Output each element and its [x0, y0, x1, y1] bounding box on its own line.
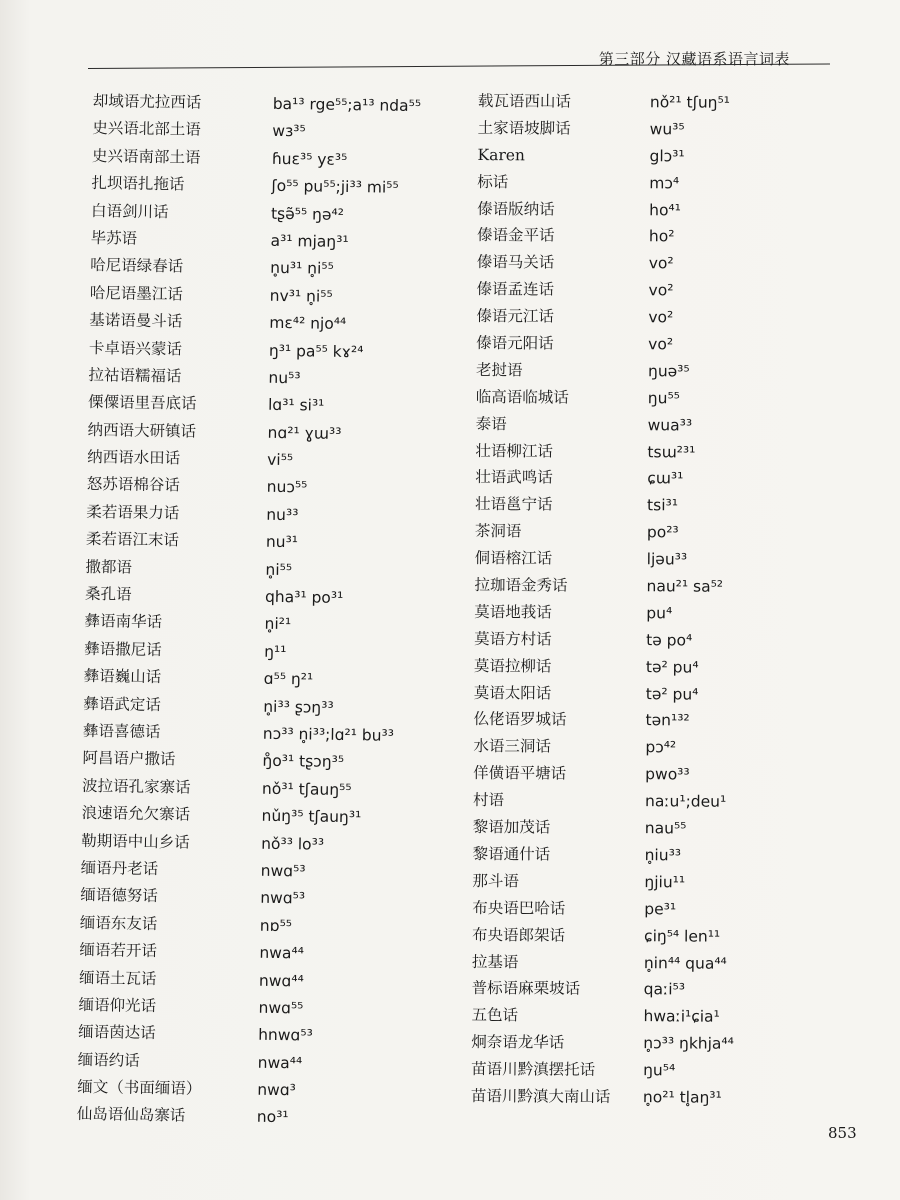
- phonetic-form: hwaːi¹ɕia¹: [643, 1007, 720, 1026]
- phonetic-form: tsɯ²³¹: [647, 442, 696, 462]
- phonetic-form: nǒ³¹ tʃauŋ⁵⁵: [261, 779, 352, 799]
- phonetic-form: mɔ⁴: [649, 173, 680, 193]
- phonetic-form: tə² pu⁴: [645, 684, 699, 704]
- phonetic-form: ɦuɛ³⁵ yɛ³⁵: [271, 149, 348, 169]
- language-name: 莫语地莪话: [474, 602, 552, 622]
- phonetic-form: nwa⁴⁴: [259, 943, 305, 963]
- phonetic-form: a³¹ mjaŋ³¹: [270, 231, 349, 251]
- language-name: 侗语榕江话: [474, 549, 553, 568]
- language-name: 拉基语: [471, 952, 519, 971]
- language-name: 史兴语南部土语: [91, 146, 201, 167]
- phonetic-form: ba¹³ rge⁵⁵;a¹³ nda⁵⁵: [272, 94, 422, 116]
- phonetic-form: ɑ⁵⁵ ŋ²¹: [263, 669, 314, 689]
- language-name: 柔若语果力话: [86, 502, 180, 523]
- language-name: 柔若语江末话: [85, 530, 180, 550]
- phonetic-form: ɕiŋ⁵⁴ len¹¹: [644, 926, 721, 946]
- language-name: 载瓦语西山话: [477, 91, 571, 111]
- phonetic-form: tsi³¹: [647, 496, 679, 515]
- language-name: 仙岛语仙岛寨话: [76, 1105, 186, 1126]
- phonetic-form: nu³³: [266, 505, 299, 525]
- phonetic-form: ɕɯ³¹: [647, 469, 684, 488]
- phonetic-form: vo²: [648, 308, 674, 327]
- language-name: 缅语若开话: [79, 941, 158, 961]
- phonetic-form: n̥i²¹: [264, 615, 292, 634]
- language-name: 彝语撒尼话: [84, 639, 162, 659]
- phonetic-form: pu⁴: [646, 604, 673, 623]
- language-name: 老挝语: [475, 360, 523, 380]
- language-name: 缅语东友话: [79, 913, 158, 933]
- language-name: 纳西语水田话: [87, 448, 181, 468]
- language-name: 苗语川黔滇摆托话: [471, 1060, 596, 1079]
- left-column: [76, 88, 422, 1129]
- phonetic-form: n̥i⁵⁵: [265, 560, 293, 579]
- language-name: 傣语元阳话: [476, 334, 554, 353]
- language-name: 傣语版纳话: [477, 199, 555, 219]
- phonetic-form: nǒ²¹ tʃuŋ⁵¹: [649, 93, 730, 112]
- running-header: 第三部分 汉藏语系语言词表: [598, 50, 790, 68]
- phonetic-form: ŋ̊o³¹ tʂɔŋ³⁵: [262, 752, 345, 772]
- phonetic-form: mɛ⁴² njo⁴⁴: [269, 313, 347, 334]
- phonetic-form: nɒ⁵⁵: [259, 916, 293, 935]
- phonetic-form: pwo³³: [645, 765, 690, 784]
- language-name: 普标语麻栗坡话: [471, 979, 581, 999]
- language-name: 拉祜语糯福话: [88, 365, 182, 386]
- language-name: 浪速语允欠寨话: [81, 804, 191, 824]
- phonetic-form: po²³: [646, 523, 679, 542]
- language-name: 莫语方村话: [474, 629, 552, 649]
- phonetic-form: pe³¹: [644, 899, 677, 919]
- phonetic-form: nǒ³³ lo³³: [261, 834, 325, 854]
- language-name: 哈尼语绿春话: [90, 256, 184, 276]
- language-name: 却域语尤拉西话: [92, 91, 202, 112]
- page-number: 853: [828, 1124, 857, 1142]
- language-name: 壮语邕宁话: [475, 495, 553, 514]
- language-name: 桑孔语: [84, 584, 132, 604]
- phonetic-form: wu³⁵: [649, 120, 685, 139]
- phonetic-form: wua³³: [647, 415, 693, 435]
- phonetic-form: n̥i³³ ʂɔŋ³³: [263, 697, 334, 717]
- phonetic-form: ŋu⁵⁵: [647, 388, 680, 408]
- phonetic-form: vo²: [648, 335, 674, 354]
- language-name: 缅语德努话: [80, 886, 158, 906]
- phonetic-form: nɔ³³ n̥i³³;lɑ²¹ bu³³: [262, 724, 395, 745]
- phonetic-form: ho²: [648, 227, 675, 246]
- language-name: 傣语元江话: [476, 307, 554, 326]
- phonetic-form: ljəu³³: [646, 550, 688, 569]
- language-name: 布央语巴哈话: [472, 898, 566, 918]
- phonetic-form: nwɑ⁵³: [260, 889, 306, 908]
- phonetic-form: pɔ⁴²: [645, 738, 677, 757]
- phonetic-form: nwɑ³: [257, 1080, 296, 1100]
- language-name: 佯僙语平塘话: [473, 764, 567, 783]
- phonetic-form: vo²: [648, 281, 674, 300]
- phonetic-form: ŋ³¹ pa⁵⁵ kɤ²⁴: [268, 341, 364, 361]
- language-name: 波拉语孔家寨话: [81, 776, 191, 797]
- phonetic-form: n̥o²¹ tl̥aŋ³¹: [642, 1088, 722, 1107]
- language-name: 黎语加茂话: [472, 818, 551, 837]
- phonetic-form: ŋjiu¹¹: [644, 873, 686, 892]
- phonetic-form: naːu¹;deu¹: [644, 792, 727, 811]
- language-name: 缅语茵达话: [78, 1023, 156, 1043]
- language-name: 撒都语: [85, 557, 133, 577]
- phonetic-form: nu³¹: [265, 533, 299, 552]
- phonetic-form: ŋ¹¹: [264, 642, 287, 661]
- language-name: 基诺语曼斗话: [89, 311, 183, 331]
- phonetic-form: hnwɑ⁵³: [258, 1025, 313, 1045]
- phonetic-form: ʃo⁵⁵ pu⁵⁵;ji³³ mi⁵⁵: [271, 176, 399, 197]
- language-name: 莫语太阳话: [473, 683, 552, 703]
- language-name: 怒苏语棉谷话: [86, 475, 180, 495]
- phonetic-form: nwɑ⁵⁵: [258, 998, 304, 1018]
- language-name: 苗语川黔滇大南山话: [470, 1086, 611, 1106]
- phonetic-form: tə po⁴: [646, 631, 693, 650]
- language-name: 阿昌语户撒话: [82, 749, 176, 769]
- phonetic-form: n̥in⁴⁴ qua⁴⁴: [643, 953, 727, 973]
- language-name: 莫语拉柳话: [473, 656, 552, 676]
- phonetic-form: glɔ³¹: [649, 146, 685, 166]
- language-name: 扎坝语扎拖话: [91, 174, 185, 194]
- phonetic-form: no³¹: [256, 1108, 289, 1127]
- phonetic-form: vo²: [648, 254, 674, 273]
- phonetic-form: nwɑ⁵³: [260, 861, 306, 881]
- language-name: 彝语武定话: [83, 694, 161, 714]
- language-name: 缅语约话: [77, 1050, 140, 1070]
- language-name: 傈僳语里吾底话: [87, 393, 197, 413]
- language-name: 水语三洞话: [473, 737, 551, 756]
- language-name: 那斗语: [472, 871, 520, 891]
- language-name: 勒期语中山乡话: [81, 831, 190, 852]
- phonetic-form: nwɑ⁴⁴: [258, 971, 304, 990]
- phonetic-form: n̥u³¹ n̥i⁵⁵: [270, 259, 334, 279]
- language-name: 茶洞语: [474, 522, 522, 541]
- language-name: 缅语丹老话: [80, 858, 159, 879]
- language-name: 壮语武鸣话: [475, 468, 553, 488]
- phonetic-form: ŋu⁵⁴: [643, 1061, 676, 1080]
- language-name: 傣语孟连话: [476, 280, 555, 299]
- language-name: 缅文（书面缅语）: [77, 1077, 202, 1098]
- phonetic-form: qaːi⁵³: [643, 980, 686, 999]
- language-name: 毕苏语: [90, 228, 138, 248]
- phonetic-form: nuɔ⁵⁵: [266, 478, 308, 497]
- language-name: 泰语: [475, 414, 507, 433]
- language-name: 临高语临城话: [475, 387, 569, 407]
- phonetic-form: n̥iu³³: [644, 846, 682, 865]
- language-name: 仫佬语罗城话: [473, 710, 567, 730]
- language-name: 卡卓语兴蒙话: [88, 338, 183, 358]
- phonetic-form: vi⁵⁵: [267, 450, 294, 470]
- language-name: 史兴语北部土语: [92, 119, 202, 140]
- phonetic-form: nv³¹ n̥i⁵⁵: [269, 286, 333, 306]
- phonetic-form: nwa⁴⁴: [257, 1053, 303, 1073]
- language-name: 布央语郎架话: [472, 925, 566, 945]
- phonetic-form: wɜ³⁵: [272, 122, 306, 141]
- language-name: 白语剑川话: [90, 201, 169, 221]
- phonetic-form: tʂə̃⁵⁵ ŋə⁴²: [270, 204, 345, 224]
- language-name: 壮语柳江话: [475, 441, 554, 461]
- phonetic-form: nu⁵³: [268, 368, 301, 388]
- language-name: 土家语坡脚话: [477, 118, 571, 138]
- language-name: 炯奈语龙华话: [471, 1033, 565, 1052]
- phonetic-form: tə² pu⁴: [645, 657, 699, 677]
- phonetic-form: tən¹³²: [645, 711, 690, 730]
- language-name: 黎语通什话: [472, 844, 551, 864]
- phonetic-form: ho⁴¹: [649, 200, 681, 219]
- language-name: 村语: [472, 791, 505, 810]
- language-name: 傣语马关话: [476, 253, 555, 272]
- phonetic-form: nau⁵⁵: [644, 819, 687, 838]
- language-name: 纳西语大研镇话: [87, 420, 197, 441]
- language-name: 五色话: [471, 1006, 519, 1025]
- language-name: 哈尼语墨江话: [89, 283, 183, 304]
- language-name: 缅语土瓦话: [78, 968, 157, 988]
- language-name: 拉珈语金秀话: [474, 576, 568, 595]
- language-name: 彝语南华话: [84, 612, 163, 632]
- phonetic-form: nǔŋ³⁵ tʃauŋ³¹: [261, 806, 362, 827]
- phonetic-form: nɑ²¹ ɣɯ³³: [267, 423, 342, 443]
- phonetic-form: n̥ɔ³³ ŋkhja⁴⁴: [643, 1034, 734, 1053]
- phonetic-form: lɑ³¹ si³¹: [267, 396, 325, 415]
- language-name: Karen: [477, 145, 525, 165]
- phonetic-form: ŋuə³⁵: [647, 362, 690, 381]
- language-name: 彝语喜德话: [82, 721, 161, 742]
- language-name: 傣语金平话: [476, 226, 555, 245]
- language-name: 标话: [477, 172, 509, 191]
- language-name: 缅语仰光话: [78, 995, 157, 1015]
- phonetic-form: nau²¹ sa⁵²: [646, 577, 724, 596]
- phonetic-form: qha³¹ po³¹: [264, 587, 344, 608]
- language-name: 彝语巍山话: [83, 667, 162, 687]
- right-column: [470, 88, 734, 1110]
